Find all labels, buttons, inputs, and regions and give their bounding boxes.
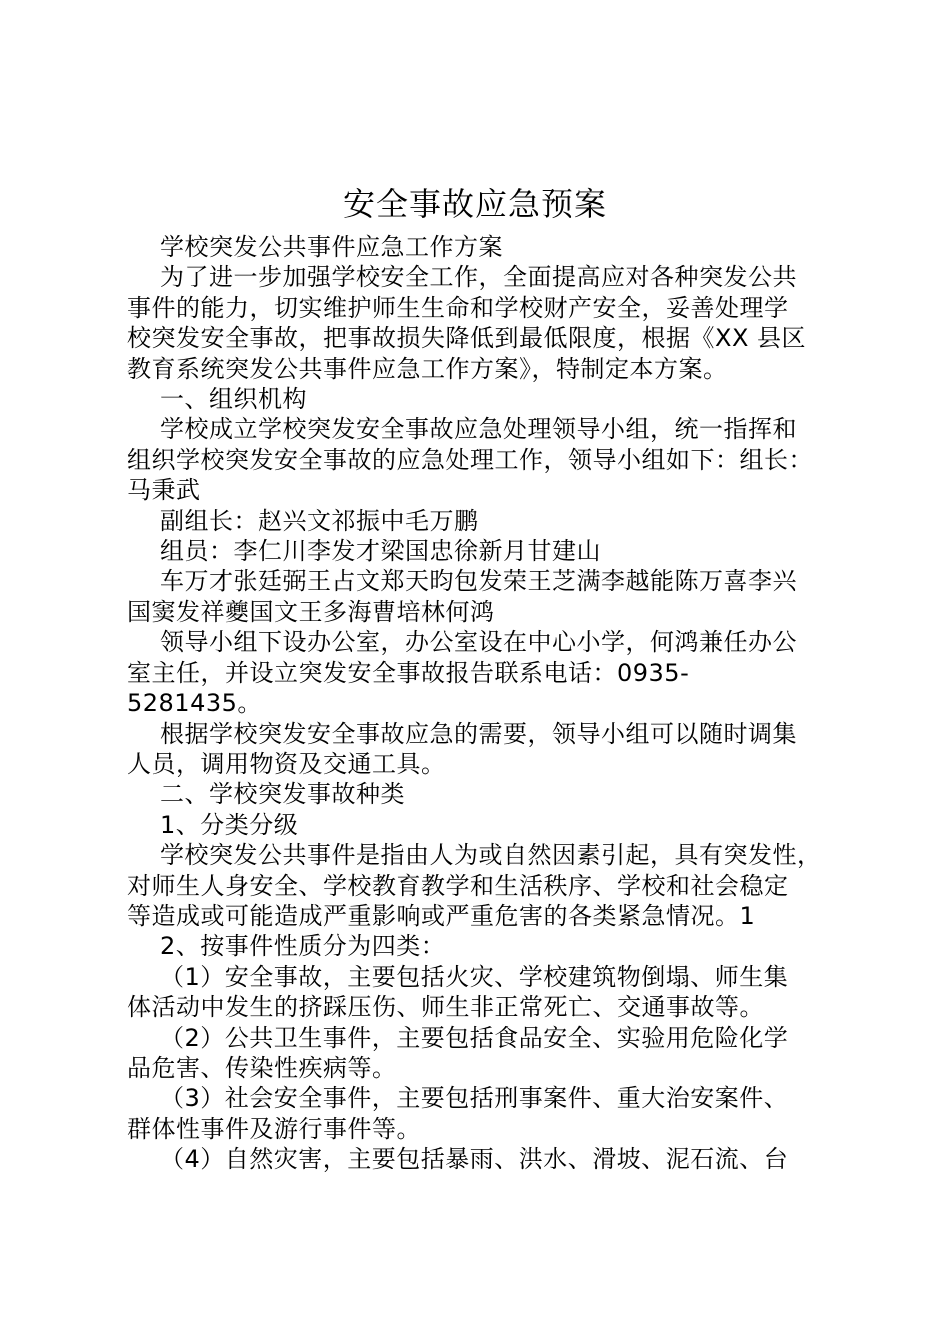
paragraph-line: 人员，调用物资及交通工具。 bbox=[127, 749, 446, 778]
paragraph bbox=[127, 232, 847, 262]
paragraph-line: 校突发安全事故，把事故损失降低到最低限度，根据《XX 县区 bbox=[127, 324, 807, 353]
paragraph-line: （3）社会安全事件，主要包括刑事案件、重大治安案件、 bbox=[160, 1084, 789, 1113]
paragraph bbox=[127, 779, 847, 809]
paragraph-line: 一、组织机构 bbox=[160, 385, 307, 414]
paragraph bbox=[127, 719, 847, 780]
paragraph-line: 对师生人身安全、学校教育教学和生活秩序、学校和社会稳定 bbox=[127, 871, 789, 900]
paragraph-line: （1）安全事故，主要包括火灾、学校建筑物倒塌、师生集 bbox=[160, 962, 789, 991]
paragraph-line: 马秉武 bbox=[127, 476, 201, 505]
paragraph bbox=[127, 384, 847, 414]
paragraph-line: 教育系统突发公共事件应急工作方案》，特制定本方案。 bbox=[127, 354, 728, 383]
paragraph-line: 根据学校突发安全事故应急的需要，领导小组可以随时调集 bbox=[160, 719, 797, 748]
paragraph bbox=[127, 566, 847, 627]
paragraph-line: 事件的能力，切实维护师生生命和学校财产安全，妥善处理学 bbox=[127, 293, 789, 322]
paragraph-line: 组织学校突发安全事故的应急处理工作，领导小组如下：组长： bbox=[127, 445, 813, 474]
paragraph bbox=[127, 1083, 847, 1144]
paragraph-line: 二、学校突发事故种类 bbox=[160, 780, 405, 809]
paragraph bbox=[127, 262, 847, 384]
paragraph-line: 学校突发公共事件是指由人为或自然因素引起，具有突发性， bbox=[160, 841, 822, 870]
paragraph-line: 学校突发公共事件应急工作方案 bbox=[160, 233, 503, 261]
paragraph bbox=[127, 506, 847, 536]
paragraph-line: 领导小组下设办公室，办公室设在中心小学，何鸿兼任办公 bbox=[160, 628, 797, 657]
paragraph bbox=[127, 840, 847, 931]
document-body bbox=[127, 232, 847, 1175]
paragraph bbox=[127, 810, 847, 840]
paragraph-line: 为了进一步加强学校安全工作，全面提高应对各种突发公共 bbox=[160, 263, 797, 292]
paragraph bbox=[127, 627, 847, 718]
paragraph-line: 品危害、传染性疾病等。 bbox=[127, 1053, 397, 1082]
paragraph-line: 室主任，并设立突发安全事故报告联系电话：0935- bbox=[127, 658, 690, 687]
paragraph-line: 等造成或可能造成严重影响或严重危害的各类紧急情况。1 bbox=[127, 901, 756, 930]
paragraph bbox=[127, 536, 847, 566]
paragraph-line: 学校成立学校突发安全事故应急处理领导小组，统一指挥和 bbox=[160, 415, 797, 444]
paragraph-line: 国窦发祥夔国文王多海曹培林何鸿 bbox=[127, 597, 495, 626]
paragraph-line: 副组长：赵兴文祁振中毛万鹏 bbox=[160, 506, 479, 535]
paragraph-line: 1、分类分级 bbox=[160, 810, 299, 839]
paragraph bbox=[127, 1023, 847, 1084]
paragraph-line: （2）公共卫生事件，主要包括食品安全、实验用危险化学 bbox=[160, 1023, 789, 1052]
paragraph-line: 2、按事件性质分为四类： bbox=[160, 932, 446, 961]
document-title: 安全事故应急预案 bbox=[342, 185, 607, 223]
paragraph bbox=[127, 962, 847, 1023]
paragraph-line: 车万才张廷弼王占文郑天昀包发荣王芝满李越能陈万喜李兴 bbox=[160, 567, 797, 596]
paragraph-line: 5281435。 bbox=[127, 689, 262, 718]
paragraph-line: （4）自然灾害，主要包括暴雨、洪水、滑坡、泥石流、台 bbox=[160, 1145, 789, 1174]
paragraph bbox=[127, 414, 847, 505]
paragraph-line: 组员：李仁川李发才梁国忠徐新月甘建山 bbox=[160, 537, 601, 566]
paragraph-line: 群体性事件及游行事件等。 bbox=[127, 1114, 421, 1143]
paragraph bbox=[127, 931, 847, 961]
paragraph-line: 体活动中发生的挤踩压伤、师生非正常死亡、交通事故等。 bbox=[127, 993, 764, 1022]
paragraph bbox=[127, 1144, 847, 1174]
